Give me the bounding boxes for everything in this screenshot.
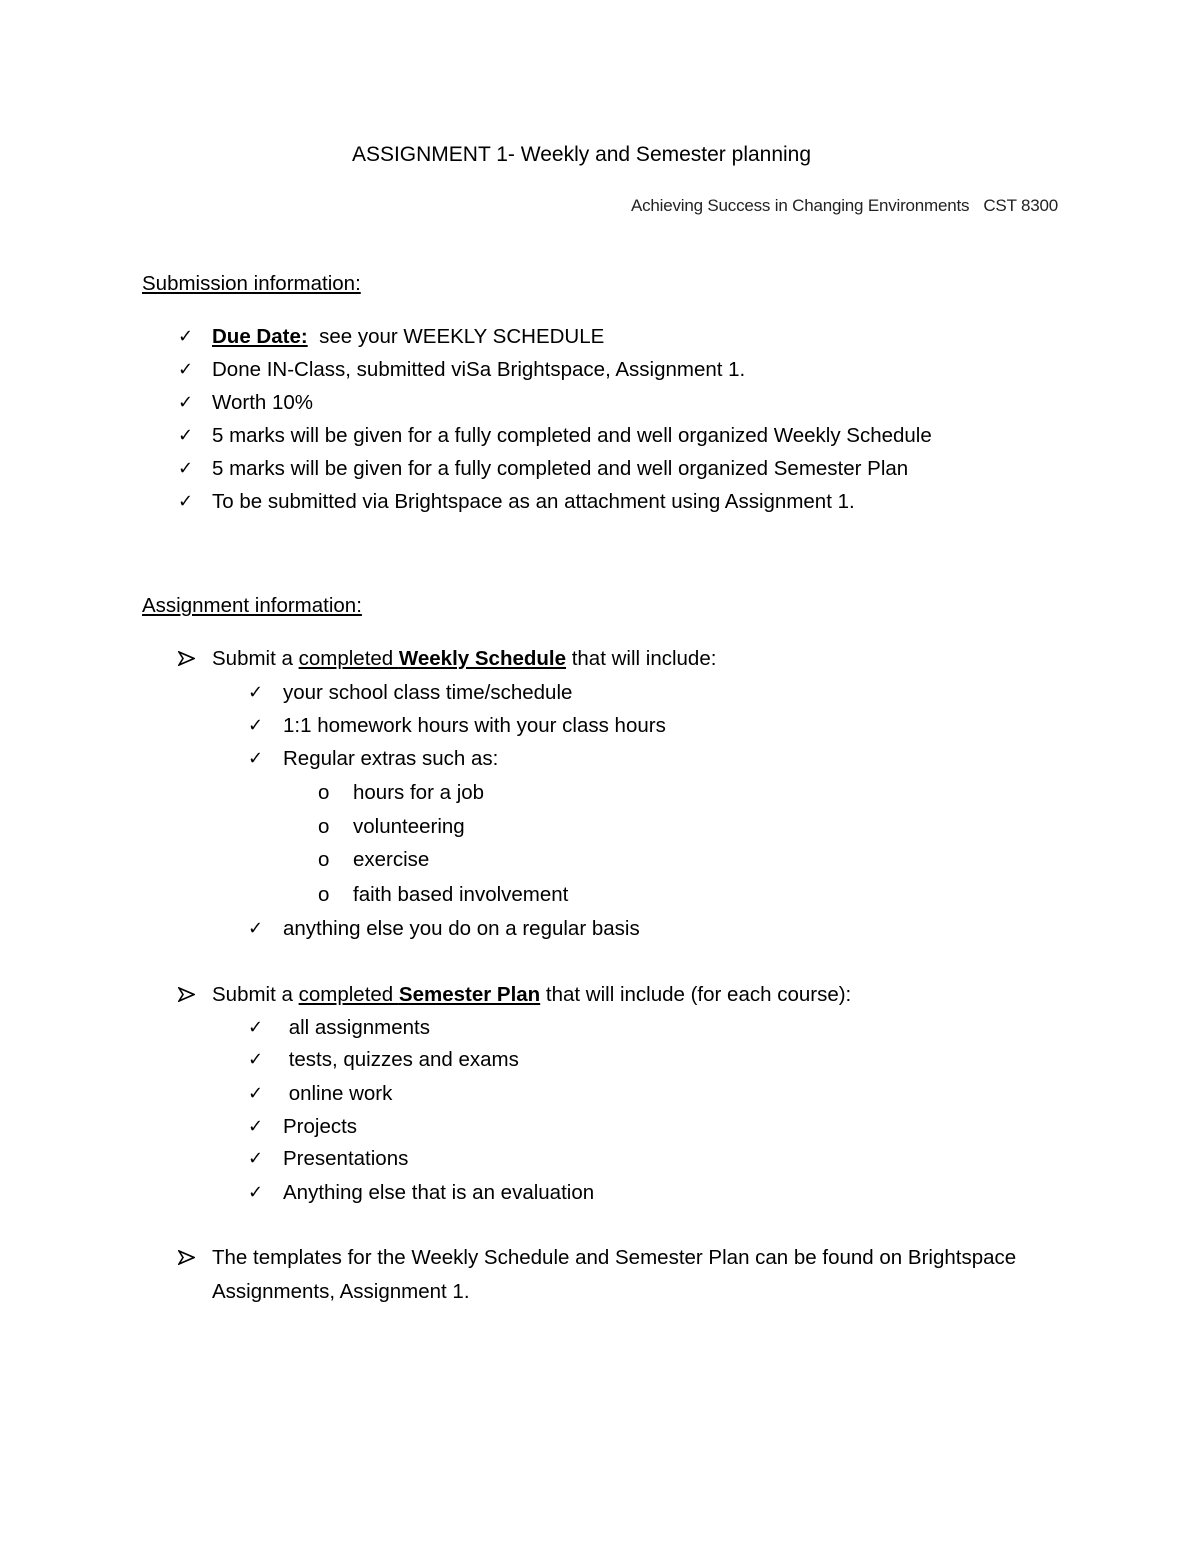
semester-item: Anything else that is an evaluation <box>283 1181 595 1204</box>
extra-item: exercise <box>353 848 430 871</box>
templates-note-line1: The templates for the Weekly Schedule and Semester Plan can be found on Brightspace <box>212 1246 1017 1269</box>
semester-plan-item <box>212 982 851 1008</box>
semester-item: online work <box>283 1082 393 1105</box>
submission-item: Worth 10% <box>212 391 314 414</box>
semester-prefix: Submit a <box>212 983 299 1006</box>
semester-item: Presentations <box>283 1147 409 1170</box>
check-icon: ✓ <box>178 491 194 512</box>
due-date-label: Due Date: <box>212 325 308 348</box>
course-name: Achieving Success in Changing Environments <box>630 196 970 215</box>
check-icon: ✓ <box>248 748 264 769</box>
due-date-item <box>212 324 604 350</box>
arrow-bullet-icon <box>178 1245 202 1265</box>
weekly-item: 1:1 homework hours with your class hours <box>283 714 666 737</box>
weekly-item: your school class time/schedule <box>283 681 573 704</box>
check-icon: ✓ <box>248 1148 264 1169</box>
weekly-suffix: that will include: <box>566 647 717 670</box>
semester-item: all assignments <box>283 1016 430 1039</box>
extra-item: faith based involvement <box>353 883 569 906</box>
weekly-schedule-label: Weekly Schedule <box>398 647 567 670</box>
semester-suffix: that will include (for each course): <box>540 983 852 1006</box>
due-date-text: see your WEEKLY SCHEDULE <box>319 325 605 348</box>
templates-note-line2: Assignments, Assignment 1. <box>212 1280 470 1303</box>
check-icon: ✓ <box>178 326 194 347</box>
check-icon: ✓ <box>248 1017 264 1038</box>
check-icon: ✓ <box>178 458 194 479</box>
circle-bullet-icon: o <box>318 781 330 804</box>
submission-item: 5 marks will be given for a fully completed and well organized Semester Plan <box>212 457 909 480</box>
check-icon: ✓ <box>178 359 194 380</box>
check-icon: ✓ <box>248 715 264 736</box>
check-icon: ✓ <box>248 1182 264 1203</box>
assignment-heading: Assignment information: <box>142 594 362 617</box>
submission-heading: Submission information: <box>142 272 361 295</box>
weekly-item: Regular extras such as: <box>283 747 499 770</box>
check-icon: ✓ <box>248 1049 264 1070</box>
semester-item: tests, quizzes and exams <box>283 1048 519 1071</box>
semester-completed: completed <box>298 983 399 1006</box>
submission-item: 5 marks will be given for a fully completed and well organized Weekly Schedule <box>212 424 932 447</box>
document-title: ASSIGNMENT 1- Weekly and Semester planning <box>351 143 812 166</box>
arrow-bullet-icon <box>178 982 202 1002</box>
check-icon: ✓ <box>178 392 194 413</box>
check-icon: ✓ <box>178 425 194 446</box>
weekly-prefix: Submit a <box>212 647 299 670</box>
circle-bullet-icon: o <box>318 883 330 906</box>
weekly-item: anything else you do on a regular basis <box>283 917 640 940</box>
arrow-bullet-icon <box>178 646 202 666</box>
semester-plan-label: Semester Plan <box>398 983 541 1006</box>
circle-bullet-icon: o <box>318 815 330 838</box>
check-icon: ✓ <box>248 1083 264 1104</box>
semester-item: Projects <box>283 1115 358 1138</box>
submission-item: To be submitted via Brightspace as an attachment using Assignment 1. <box>212 490 855 513</box>
weekly-schedule-item <box>212 646 716 672</box>
submission-item: Done IN-Class, submitted viSa Brightspace, Assignment 1. <box>212 358 746 381</box>
extra-item: hours for a job <box>353 781 485 804</box>
weekly-completed: completed <box>298 647 399 670</box>
check-icon: ✓ <box>248 682 264 703</box>
course-header <box>631 196 1058 216</box>
extra-item: volunteering <box>353 815 465 838</box>
circle-bullet-icon: o <box>318 848 330 871</box>
check-icon: ✓ <box>248 1116 264 1137</box>
check-icon: ✓ <box>248 918 264 939</box>
course-code: CST 8300 <box>983 196 1058 215</box>
